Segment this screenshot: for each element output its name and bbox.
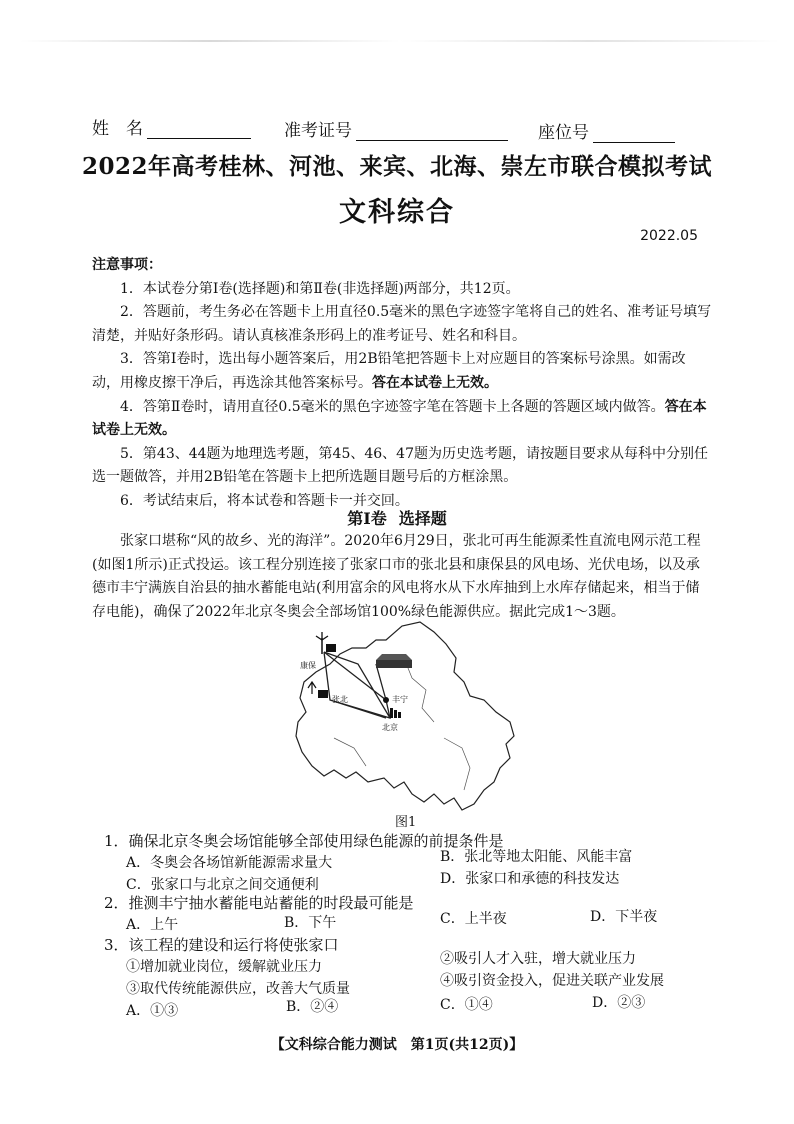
exam-date: 2022.05 — [640, 228, 698, 244]
name-label: 姓 名 — [92, 119, 143, 139]
q3-option-c: C．①④ — [440, 997, 493, 1013]
q2-option-b: B．下午 — [284, 915, 337, 931]
label-zhangbei: 张北 — [332, 695, 348, 704]
seat-blank — [593, 126, 675, 143]
q3-statement-3: ③取代传统能源供应，改善大气质量 — [126, 981, 350, 997]
note-item-1: 1．本试卷分第Ⅰ卷(选择题)和第Ⅱ卷(非选择题)两部分，共12页。 — [120, 280, 520, 297]
intro-passage: 张家口堪称“风的故乡、光的海洋”。2020年6月29日，张北可再生能源柔性直流电网示范工程(如图1所示)正式投运。该工程分别连接了张家口市的张北县和康保县的风电场、光伏电场，以及承德市丰宁满族自治县的抽水蓄能电站(利用富余的风电将水从下水库抽到上水库存储起来，相当于储存电能)，确保了2022年北京冬奥会全部场馆100%绿色能源供应。据此完成1～3题。 — [92, 533, 701, 620]
q1-option-a: A．冬奥会各场馆新能源需求量大 — [126, 855, 333, 871]
q1-option-c: C．张家口与北京之间交通便利 — [126, 877, 319, 893]
q3-option-a: A．①③ — [126, 1003, 179, 1019]
q1-option-b: B．张北等地太阳能、风能丰富 — [440, 849, 633, 865]
q3-option-d: D．②③ — [592, 995, 646, 1011]
beijing-venue-icon — [390, 708, 401, 718]
subject-title: 文科综合 — [339, 197, 455, 228]
fengning-node — [383, 697, 389, 703]
label-kangbao: 康保 — [300, 661, 316, 670]
map-inner-line-3 — [334, 738, 366, 766]
q2-option-d: D．下半夜 — [590, 909, 658, 925]
note-item-3 — [92, 348, 712, 395]
seat-field — [538, 118, 675, 143]
exam-id-label: 准考证号 — [284, 121, 352, 141]
q3-statement-4: ④吸引资金投入，促进关联产业发展 — [440, 973, 664, 989]
map-figure — [294, 618, 516, 812]
exam-id-field — [284, 116, 508, 141]
zhangbei-solar-icon — [308, 682, 328, 698]
page-footer: 【文科综合能力测试 第1页(共12页)】 — [270, 1037, 524, 1053]
question-3-stem: 3．该工程的建设和运行将使张家口 — [104, 936, 339, 954]
name-blank — [147, 122, 251, 139]
scan-artifact-line — [20, 40, 780, 42]
q3-statement-1: ①增加就业岗位，缓解就业压力 — [126, 959, 322, 975]
exam-title: 2022年高考桂林、河池、来宾、北海、崇左市联合模拟考试 — [81, 153, 712, 180]
note-item-2: 2．答题前，考生务必在答题卡上用直径0.5毫米的黑色字迹签字笔将自己的姓名、准考证号填写清楚，并贴好条形码。请认真核准条形码上的准考证号、姓名和科目。 — [92, 304, 712, 344]
notes-section — [92, 254, 712, 514]
note-item-3-bold: 答在本试卷上无效。 — [372, 374, 498, 391]
notes-heading: 注意事项： — [92, 257, 162, 273]
fengning-station-icon — [376, 654, 412, 668]
note-item-4-text: 4．答第Ⅱ卷时，请用直径0.5毫米的黑色字迹签字笔在答题卡上各题的答题区域内做答。 — [120, 398, 665, 415]
question-1-stem: 1．确保北京冬奥会场馆能够全部使用绿色能源的前提条件是 — [104, 832, 504, 850]
map-inner-line-2 — [444, 738, 470, 790]
label-beijing: 北京 — [382, 723, 398, 732]
q2-option-a: A．上午 — [126, 917, 179, 933]
section-name: 选择题 — [398, 509, 447, 528]
name-field — [92, 114, 251, 139]
label-fengning: 丰宁 — [392, 695, 408, 704]
q1-option-d: D．张家口和承德的科技发达 — [440, 871, 620, 887]
seat-label: 座位号 — [538, 123, 589, 143]
note-item-3-text: 3．答第Ⅰ卷时，选出每小题答案后，用2B铅笔把答题卡上对应题目的答案标号涂黑。如需改动，用橡皮擦干净后，再选涂其他答案标号。 — [92, 351, 686, 391]
section-label: 第Ⅰ卷 — [347, 509, 387, 528]
note-item-4 — [92, 396, 712, 443]
question-2-stem: 2．推测丰宁抽水蓄能电站蓄能的时段最可能是 — [104, 894, 414, 912]
note-item-5: 5．第43、44题为地理选考题，第45、46、47题为历史选考题，请按题目要求从每科中分别任选一题做答，并用2B铅笔在答题卡上把所选题目题号后的方框涂黑。 — [92, 445, 708, 486]
q3-statement-2: ②吸引人才入驻，增大就业压力 — [440, 951, 636, 967]
figure-caption: 图1 — [395, 815, 417, 830]
note-item-4-bold: 答在本试卷上无效。 — [92, 398, 707, 439]
section-heading — [0, 506, 794, 529]
note-item-6: 6．考试结束后，将本试卷和答题卡一并交回。 — [120, 492, 409, 509]
q3-option-b: B．②④ — [286, 999, 339, 1015]
q2-option-c: C．上半夜 — [440, 911, 507, 927]
kangbao-wind-icon — [316, 632, 336, 654]
exam-id-blank — [356, 124, 508, 141]
